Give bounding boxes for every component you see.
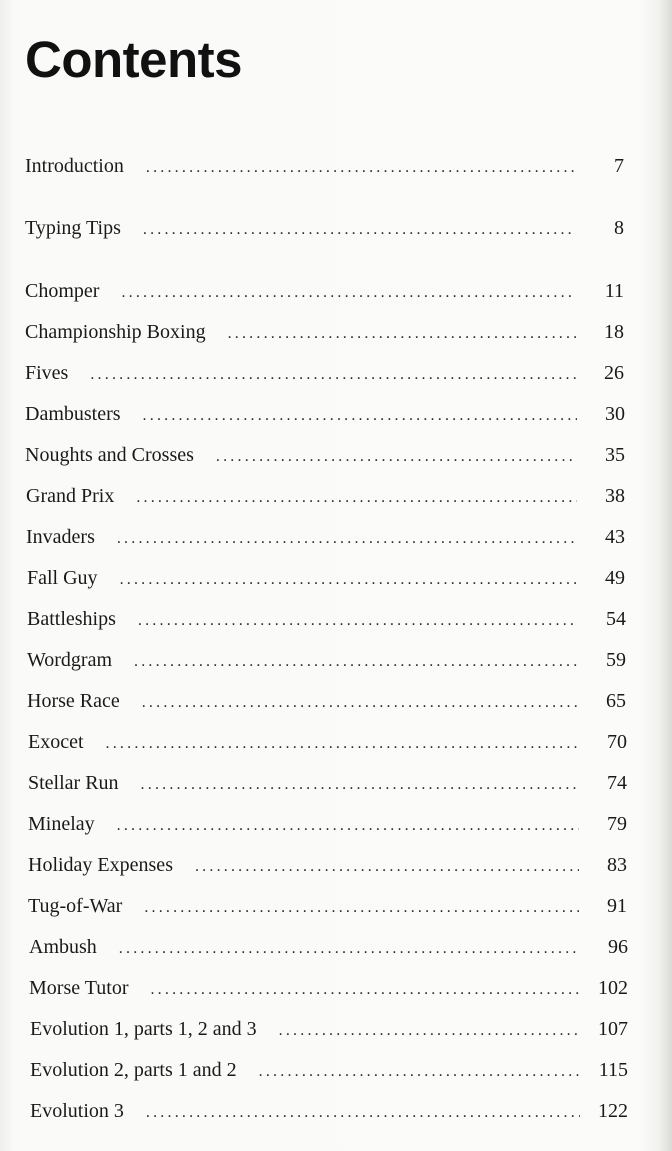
toc-entry (30, 1015, 628, 1043)
dot-leader (142, 689, 578, 717)
toc-entry (29, 974, 628, 1002)
dot-leader (134, 648, 578, 676)
toc-entry (27, 687, 626, 715)
toc-entry-title: Holiday Expenses (28, 854, 173, 876)
toc-entry-page-number: 79 (607, 813, 627, 835)
toc-entry-title: Evolution 3 (30, 1100, 124, 1122)
dot-leader (120, 566, 577, 594)
toc-entry-title: Ambush (29, 936, 97, 958)
dot-leader (117, 525, 577, 553)
toc-entry-title: Chomper (25, 280, 100, 302)
dot-leader (146, 154, 576, 182)
toc-entry-title: Dambusters (25, 403, 121, 425)
toc-entry (28, 892, 627, 920)
toc-entry-title: Wordgram (27, 649, 113, 671)
dot-leader (195, 853, 579, 881)
dot-leader (117, 812, 579, 840)
toc-entry-page-number: 83 (607, 854, 627, 876)
toc-entry-page-number: 54 (606, 608, 626, 630)
dot-leader (119, 935, 580, 963)
toc-entry-title: Stellar Run (28, 772, 119, 794)
toc-entry-page-number: 74 (607, 772, 627, 794)
dot-leader (106, 730, 579, 758)
toc-entry-page-number: 49 (605, 567, 625, 589)
toc-entry-page-number: 65 (606, 690, 626, 712)
toc-entry (28, 728, 627, 756)
toc-entry (25, 214, 624, 242)
page-title: Contents (25, 31, 242, 88)
dot-leader (146, 1099, 580, 1127)
toc-entry (28, 769, 627, 797)
toc-entry-page-number: 107 (598, 1018, 628, 1040)
toc-entry-title: Typing Tips (25, 217, 121, 239)
toc-entry-page-number: 122 (598, 1100, 628, 1122)
toc-entry-title: Fall Guy (27, 567, 98, 589)
dot-leader (143, 402, 577, 430)
toc-entry-title: Invaders (26, 526, 95, 548)
toc-entry (25, 277, 624, 305)
toc-entry-title: Championship Boxing (25, 321, 206, 343)
toc-entry-page-number: 102 (598, 977, 628, 999)
toc-entry (28, 810, 627, 838)
toc-entry (30, 1097, 628, 1125)
dot-leader (279, 1017, 580, 1045)
toc-entry-page-number: 43 (605, 526, 625, 548)
toc-entry (25, 441, 625, 469)
toc-entry-title: Morse Tutor (29, 977, 129, 999)
toc-entry (26, 482, 625, 510)
dot-leader (121, 279, 576, 307)
dot-leader (150, 976, 580, 1004)
dot-leader (143, 216, 576, 244)
toc-entry (29, 933, 628, 961)
toc-entry-page-number: 70 (607, 731, 627, 753)
toc-entry-page-number: 30 (605, 403, 625, 425)
dot-leader (216, 443, 577, 471)
toc-entry-title: Horse Race (27, 690, 120, 712)
toc-entry (25, 152, 624, 180)
toc-entry-page-number: 11 (604, 280, 624, 302)
dot-leader (138, 607, 578, 635)
toc-entry-page-number: 18 (604, 321, 624, 343)
toc-entry (30, 1056, 628, 1084)
dot-leader (141, 771, 579, 799)
toc-entry-title: Introduction (25, 155, 124, 177)
toc-entry (25, 359, 624, 387)
toc-entry-page-number: 7 (614, 155, 624, 177)
toc-entry-page-number: 38 (605, 485, 625, 507)
toc-entry (25, 318, 624, 346)
toc-entry-title: Minelay (28, 813, 95, 835)
toc-entry (28, 851, 627, 879)
toc-entry-page-number: 59 (606, 649, 626, 671)
toc-entry (27, 605, 626, 633)
toc-entry-title: Noughts and Crosses (25, 444, 194, 466)
toc-entry (25, 400, 625, 428)
toc-entry-title: Exocet (28, 731, 84, 753)
toc-entry-title: Tug-of-War (28, 895, 123, 917)
dot-leader (90, 361, 576, 389)
toc-entry-title: Evolution 2, parts 1 and 2 (30, 1059, 237, 1081)
dot-leader (144, 894, 579, 922)
toc-entry (27, 646, 626, 674)
toc-entry-title: Evolution 1, parts 1, 2 and 3 (30, 1018, 257, 1040)
toc-entry-page-number: 91 (607, 895, 627, 917)
toc-entry-title: Battleships (27, 608, 116, 630)
toc-entry-page-number: 26 (604, 362, 624, 384)
toc-entry-page-number: 96 (608, 936, 628, 958)
dot-leader (136, 484, 577, 512)
toc-entry-title: Fives (25, 362, 69, 384)
toc-entry-page-number: 35 (605, 444, 625, 466)
dot-leader (228, 320, 576, 348)
toc-entry (26, 523, 625, 551)
toc-entry-page-number: 8 (614, 217, 624, 239)
dot-leader (259, 1058, 580, 1086)
toc-entry-title: Grand Prix (26, 485, 115, 507)
toc-entry-page-number: 115 (598, 1059, 628, 1081)
toc-entry (27, 564, 625, 592)
